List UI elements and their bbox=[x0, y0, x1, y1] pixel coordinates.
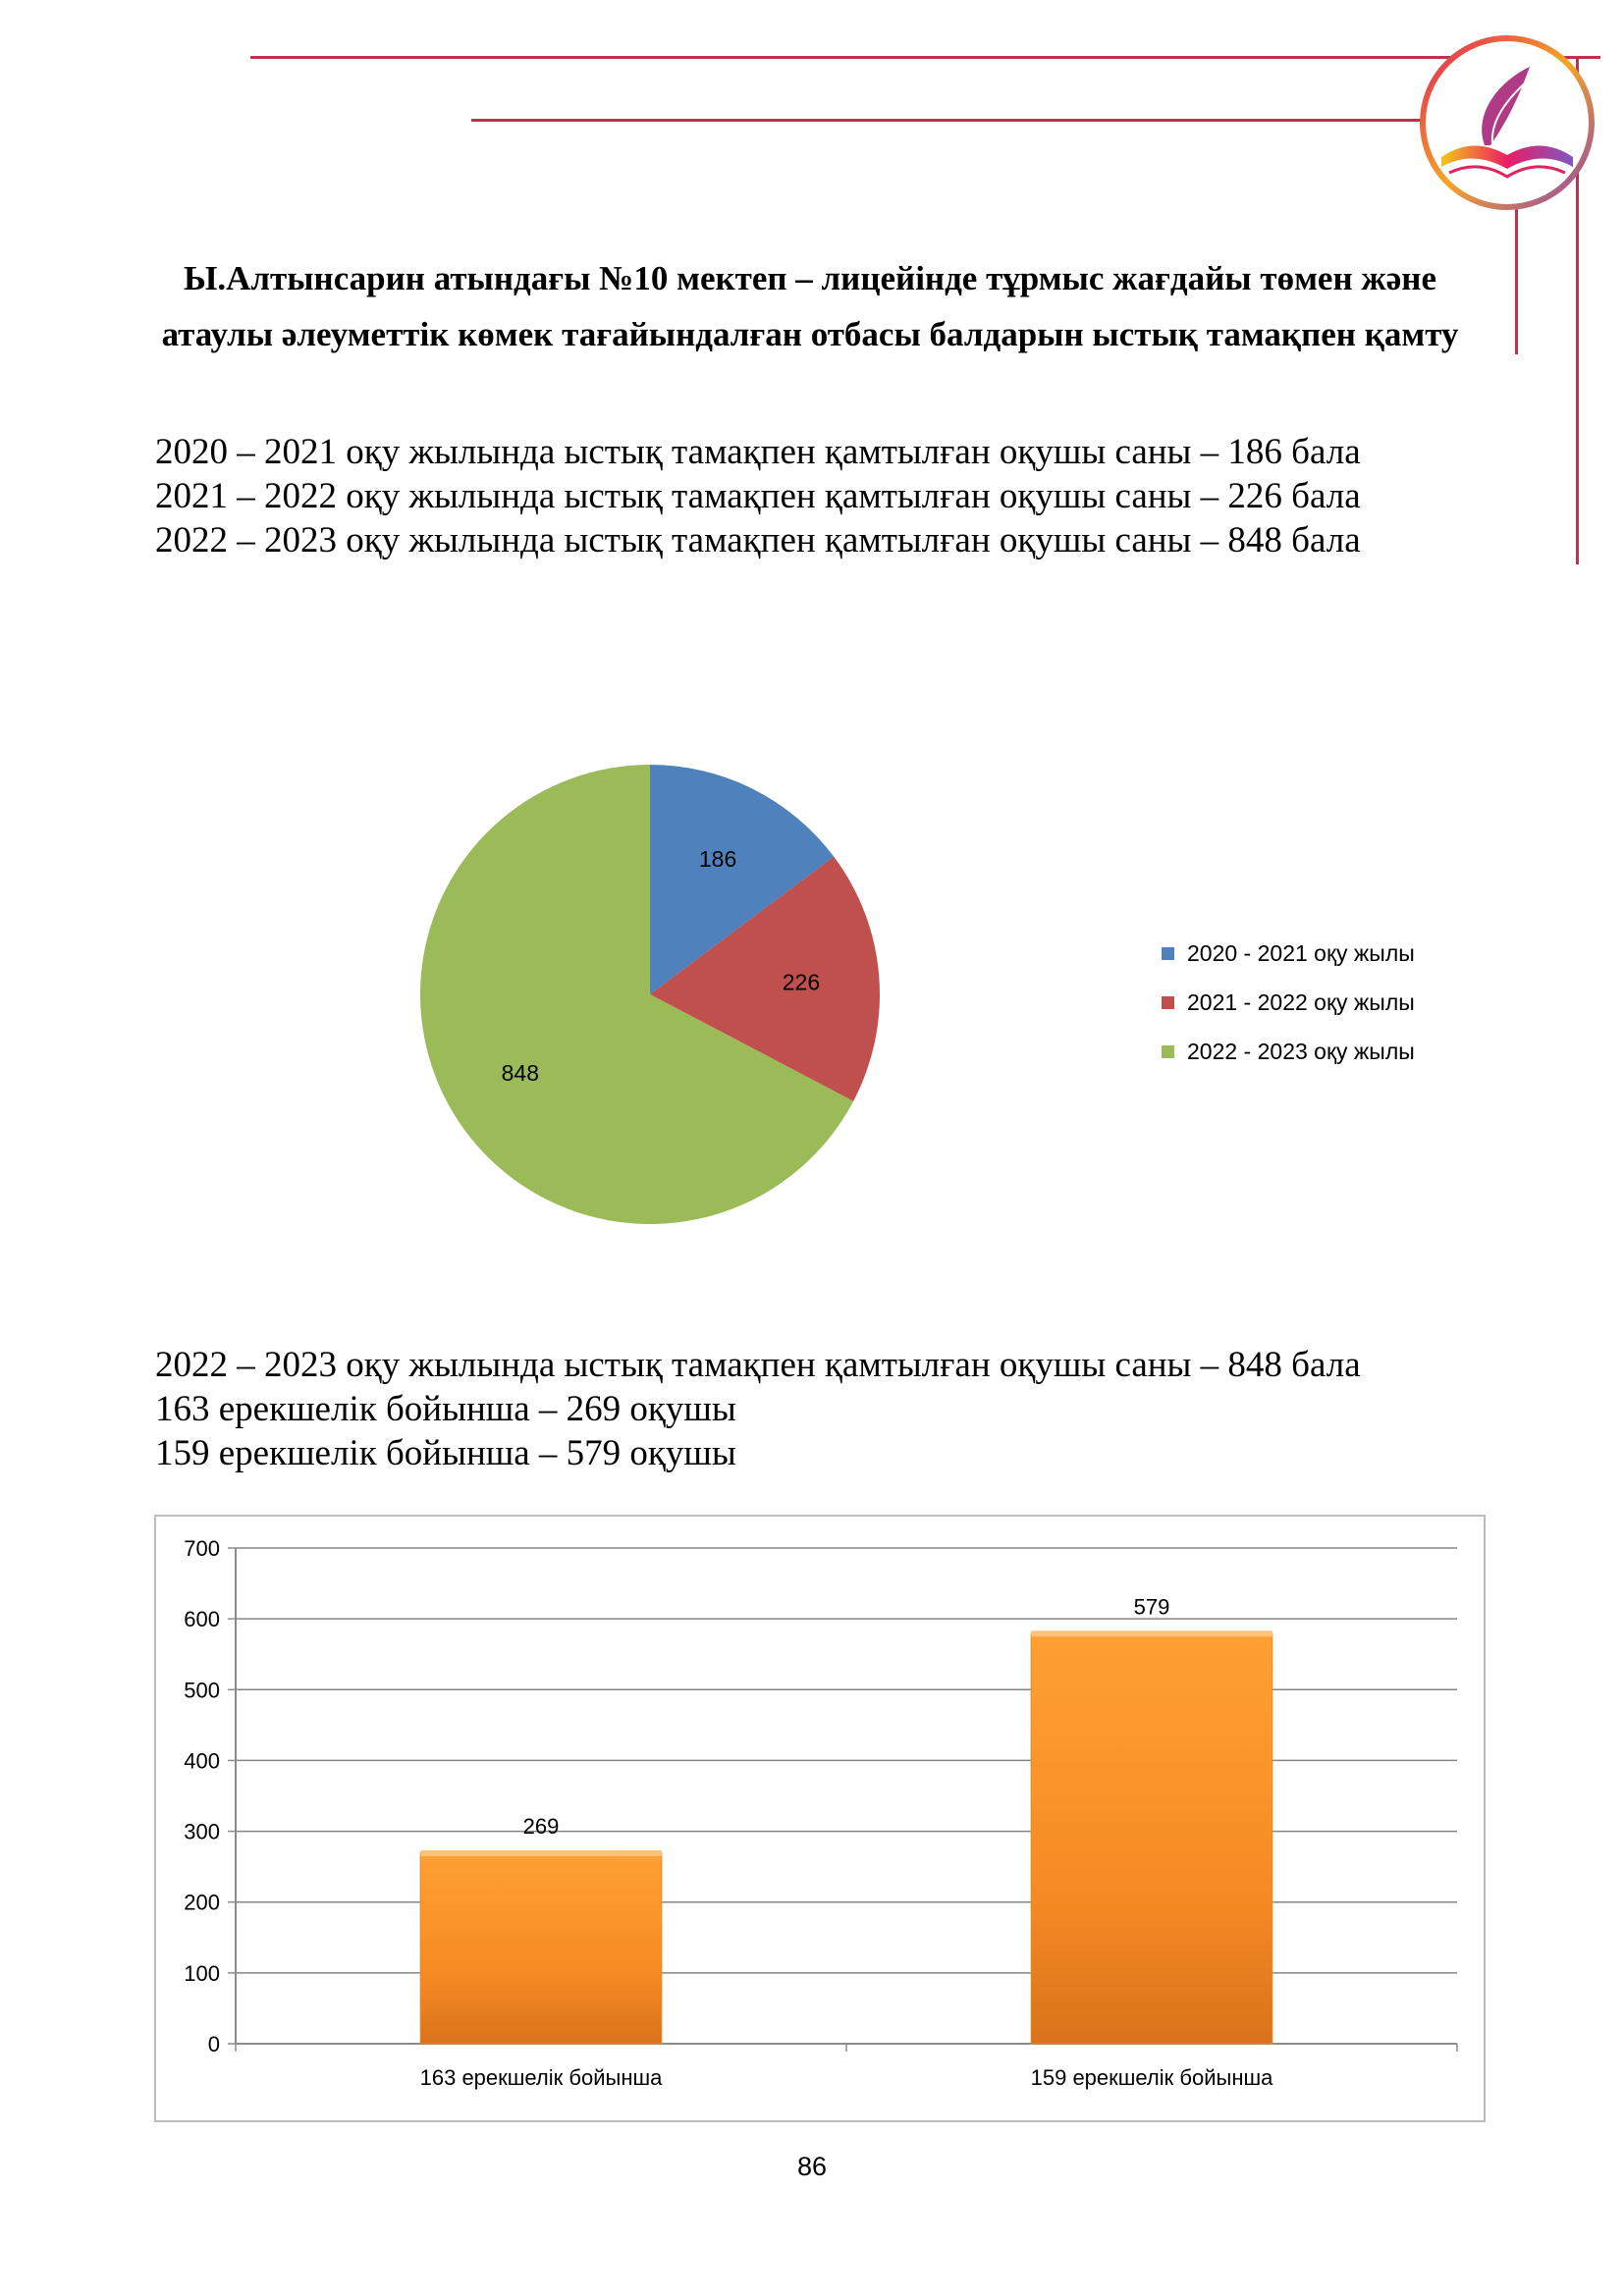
stats-paragraph-1 bbox=[155, 430, 1530, 562]
stats-line: 2022 – 2023 оқу жылында ыстық тамақпен қамтылған оқушы саны – 848 бала bbox=[155, 520, 1361, 561]
pie-data-label: 186 bbox=[698, 845, 737, 872]
legend-label: 2020 - 2021 оқу жылы bbox=[1187, 939, 1415, 966]
pie-data-label: 226 bbox=[782, 969, 821, 995]
pie-data-label: 848 bbox=[501, 1059, 540, 1086]
stats-line: 2020 – 2021 оқу жылында ыстық тамақпен қамтылған оқушы саны – 186 бала bbox=[155, 432, 1361, 472]
stats-line: 2021 – 2022 оқу жылында ыстық тамақпен қамтылған оқушы саны – 226 бала bbox=[155, 476, 1361, 516]
x-category-label: 163 ерекшелік бойынша bbox=[419, 2065, 663, 2090]
y-tick-label: 200 bbox=[184, 1890, 220, 1915]
legend-swatch bbox=[1162, 1045, 1174, 1058]
legend-item bbox=[1162, 1027, 1415, 1076]
y-tick-label: 400 bbox=[184, 1748, 220, 1774]
legend-label: 2022 - 2023 оқу жылы bbox=[1187, 1038, 1415, 1064]
stats-paragraph-2 bbox=[155, 1343, 1530, 1475]
stats-line: 2022 – 2023 оқу жылында ыстық тамақпен қамтылған оқушы саны – 848 бала bbox=[155, 1345, 1361, 1385]
legend-item bbox=[1162, 978, 1415, 1027]
bar-chart bbox=[154, 1515, 1486, 2122]
header-decor-line-top bbox=[250, 56, 1600, 59]
pie-legend bbox=[1162, 929, 1415, 1076]
y-tick-label: 500 bbox=[184, 1678, 220, 1703]
legend-swatch bbox=[1162, 996, 1174, 1009]
stats-line: 163 ерекшелік бойынша – 269 оқушы bbox=[155, 1389, 736, 1429]
bar-1 bbox=[420, 1853, 662, 2044]
bar-top-cap bbox=[1031, 1630, 1272, 1636]
y-tick-label: 600 bbox=[184, 1607, 220, 1632]
legend-label: 2021 - 2022 оқу жылы bbox=[1187, 988, 1415, 1015]
x-category-label: 159 ерекшелік бойынша bbox=[1030, 2065, 1273, 2090]
school-logo bbox=[1414, 29, 1600, 216]
legend-item bbox=[1162, 929, 1415, 978]
bar-2 bbox=[1031, 1633, 1272, 2044]
bar-data-label: 269 bbox=[522, 1813, 560, 1839]
y-tick-label: 100 bbox=[184, 1960, 220, 1986]
y-tick-label: 300 bbox=[184, 1819, 220, 1844]
page-title: Ы.Алтынсарин атындағы №10 мектеп – лицейінде тұрмыс жағдайы төмен және атаулы әлеуметтік көмек тағайындалған отбасы балдарын ыстық тамақпен қамту bbox=[161, 259, 1459, 353]
pie-chart bbox=[393, 746, 903, 1256]
y-tick-label: 700 bbox=[184, 1536, 220, 1561]
bar-data-label: 579 bbox=[1133, 1594, 1170, 1620]
legend-swatch bbox=[1162, 947, 1174, 960]
header-decor-line-middle bbox=[471, 119, 1527, 122]
page-number: 86 bbox=[796, 2152, 828, 2181]
y-tick-label: 0 bbox=[207, 2032, 220, 2056]
bar-top-cap bbox=[420, 1850, 662, 1856]
stats-line: 159 ерекшелік бойынша – 579 оқушы bbox=[155, 1433, 736, 1473]
